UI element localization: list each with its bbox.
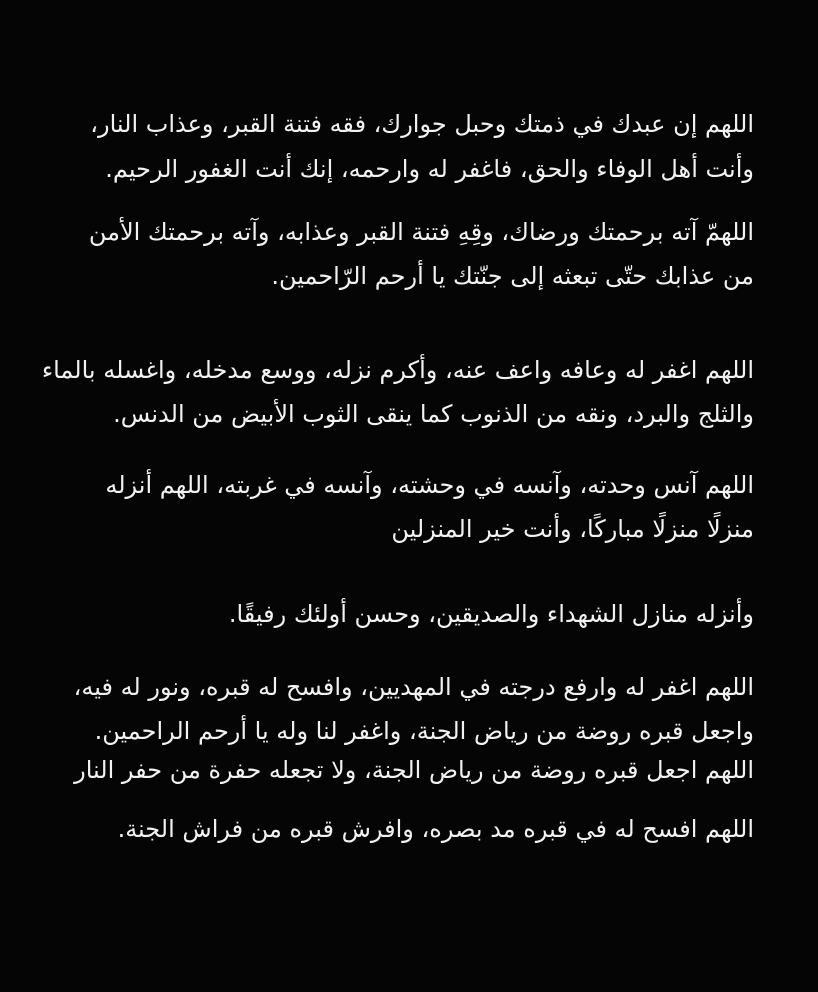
- prayer-line-1: اللهم إن عبدك في ذمتك وحبل جوارك، فقه فتنة القبر، وعذاب النار،: [90, 110, 754, 138]
- prayer-line-4: من عذابك حتّى تبعثه إلى جنّتك يا أرحم الرّاحمين.: [271, 262, 754, 290]
- prayer-line-13: اللهم افسح له في قبره مد بصره، وافرش قبره من فراش الجنة.: [117, 815, 754, 843]
- prayer-line-7: اللهم آنس وحدته، وآنسه في وحشته، وآنسه في غربته، اللهم أنزله: [105, 471, 754, 499]
- prayer-line-2: وأنت أهل الوفاء والحق، فاغفر له وارحمه، إنك أنت الغفور الرحيم.: [105, 155, 754, 183]
- prayer-line-10: اللهم اغفر له وارفع درجته في المهديين، وافسح له قبره، ونور له فيه،: [73, 673, 754, 701]
- prayer-line-3: اللهمّ آته برحمتك ورضاك، وقِهِ فتنة القبر وعذابه، وآته برحمتك الأمن: [88, 218, 754, 246]
- prayer-line-6: والثلج والبرد، ونقه من الذنوب كما ينقى الثوب الأبيض من الدنس.: [113, 400, 754, 428]
- prayer-line-12: اللهم اجعل قبره روضة من رياض الجنة، ولا تجعله حفرة من حفر النار: [74, 756, 754, 784]
- prayer-line-9: وأنزله منازل الشهداء والصديقين، وحسن أولئك رفيقًا.: [228, 600, 754, 628]
- prayer-line-11: واجعل قبره روضة من رياض الجنة، واغفر لنا وله يا أرحم الراحمين.: [94, 717, 754, 745]
- prayer-line-5: اللهم اغفر له وعافه واعف عنه، وأكرم نزله، ووسع مدخله، واغسله بالماء: [41, 356, 754, 384]
- prayer-line-8: منزلًا منزلًا مباركًا، وأنت خير المنزلين: [391, 515, 754, 543]
